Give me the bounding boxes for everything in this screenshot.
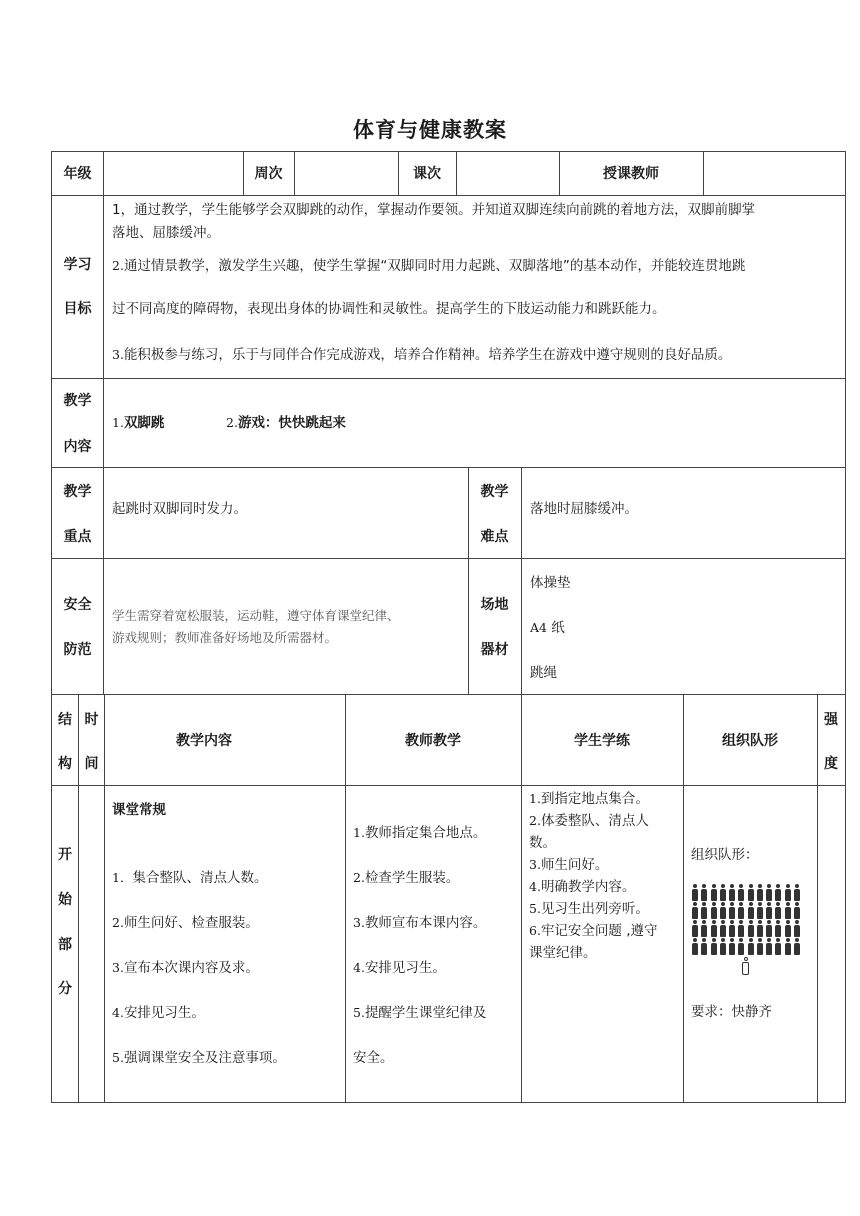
content-list-item: 3.宣布本次课内容及求。 bbox=[112, 960, 259, 976]
content-item-2 bbox=[226, 412, 346, 434]
student-figure-icon bbox=[692, 884, 698, 901]
objective-2-line-1 bbox=[112, 255, 745, 277]
teacher-column-header: 教师教学 bbox=[405, 733, 461, 749]
student-figure-icon bbox=[692, 902, 698, 919]
teacher-label: 授课教师 bbox=[603, 166, 659, 182]
objective-3-text: 能积极参与练习，乐于与同伴合作完成游戏，培养合作精神。培养学生在游戏中遵守规则的良好品质。 bbox=[123, 347, 732, 363]
student-figure-icon bbox=[720, 938, 726, 955]
student-list-line: 6.牢记安全问题 ,遵守 bbox=[529, 923, 658, 939]
student-figure-icon bbox=[766, 884, 772, 901]
student-figure-icon bbox=[738, 902, 744, 919]
student-figure-icon bbox=[711, 920, 717, 937]
key-points-text: 起跳时双脚同时发力。 bbox=[112, 501, 247, 517]
student-list-line: 2.体委整队、清点人 bbox=[529, 813, 649, 829]
student-list-line: 4.明确教学内容。 bbox=[529, 879, 636, 895]
student-figure-icon bbox=[711, 938, 717, 955]
intensity-header-2: 度 bbox=[824, 756, 838, 772]
formation-row bbox=[692, 884, 800, 902]
student-figure-icon bbox=[729, 938, 735, 955]
formation-requirement: 要求：快静齐 bbox=[691, 1004, 772, 1020]
teacher-figure-icon bbox=[742, 957, 749, 975]
content-list-item: 1．集合整队、清点人数。 bbox=[112, 870, 268, 886]
objective-3 bbox=[112, 344, 731, 366]
student-list-line: 课堂纪律。 bbox=[529, 945, 597, 961]
safety-label-1: 安全 bbox=[63, 597, 92, 613]
student-figure-icon bbox=[766, 938, 772, 955]
key-points-label-1: 教学 bbox=[63, 484, 92, 500]
content-label-1: 教学 bbox=[63, 393, 92, 409]
page-title: 体育与健康教案 bbox=[353, 118, 507, 142]
equipment-label-2: 器材 bbox=[480, 642, 509, 658]
objective-2-number: 2. bbox=[112, 258, 124, 273]
structure-header-2: 构 bbox=[58, 756, 72, 772]
student-figure-icon bbox=[711, 902, 717, 919]
teacher-list-item: 3.教师宣布本课内容。 bbox=[353, 915, 487, 931]
lesson-label: 课次 bbox=[413, 166, 441, 182]
formation-row bbox=[692, 938, 800, 956]
content-list-item: 5.强调课堂安全及注意事项。 bbox=[112, 1050, 286, 1066]
student-figure-icon bbox=[748, 884, 754, 901]
student-figure-icon bbox=[729, 902, 735, 919]
teacher-list-item: 5.提醒学生课堂纪律及 bbox=[353, 1005, 487, 1021]
opening-label-char: 开 bbox=[58, 847, 72, 863]
content-item-1-text: 双脚跳 bbox=[123, 415, 165, 431]
content-list-item: 4.安排见习生。 bbox=[112, 1005, 205, 1021]
time-header-1: 时 bbox=[84, 712, 99, 728]
student-figure-icon bbox=[766, 920, 772, 937]
opening-label-char: 始 bbox=[58, 892, 72, 908]
content-item-2-number: 2. bbox=[226, 415, 238, 430]
student-figure-icon bbox=[729, 920, 735, 937]
grade-label: 年级 bbox=[63, 166, 92, 182]
student-figure-icon bbox=[785, 902, 791, 919]
student-figure-icon bbox=[701, 920, 707, 937]
student-list bbox=[529, 788, 658, 964]
student-figure-icon bbox=[757, 938, 763, 955]
safety-text-line-2: 游戏规则；教师准备好场地及所需器材。 bbox=[112, 630, 338, 645]
student-figure-icon bbox=[748, 902, 754, 919]
opening-label-char: 部 bbox=[58, 937, 72, 953]
objectives-label-1: 学习 bbox=[63, 257, 92, 273]
student-figure-icon bbox=[720, 920, 726, 937]
student-figure-icon bbox=[757, 920, 763, 937]
student-figure-icon bbox=[785, 938, 791, 955]
safety-label-2: 防范 bbox=[63, 642, 92, 658]
student-figure-icon bbox=[775, 902, 781, 919]
formation-column-header: 组织队形 bbox=[722, 733, 778, 749]
time-header-2: 间 bbox=[84, 756, 99, 772]
objectives-label-2: 目标 bbox=[63, 301, 92, 317]
student-figure-icon bbox=[757, 884, 763, 901]
objective-1-line-1: 1，通过教学，学生能够学会双脚跳的动作，掌握动作要领。并知道双脚连续向前跳的着地方法，双脚前脚掌 bbox=[112, 202, 756, 218]
equipment-item-2-text: 纸 bbox=[551, 620, 565, 636]
safety-text-line-1: 学生需穿着宽松服装，运动鞋，遵守体育课堂纪律、 bbox=[112, 608, 400, 623]
student-figure-icon bbox=[794, 884, 800, 901]
student-column-header: 学生学练 bbox=[574, 733, 630, 749]
objective-1-line-2: 落地、屈膝缓冲。 bbox=[112, 225, 220, 241]
teacher-list-item: 4.安排见习生。 bbox=[353, 960, 446, 976]
objective-3-number: 3. bbox=[112, 347, 124, 362]
student-figure-icon bbox=[738, 920, 744, 937]
routine-title: 课堂常规 bbox=[112, 802, 166, 818]
student-figure-icon bbox=[701, 884, 707, 901]
student-figure-icon bbox=[748, 920, 754, 937]
objective-2-line-2: 过不同高度的障碍物，表现出身体的协调性和灵敏性。提高学生的下肢运动能力和跳跃能力。 bbox=[112, 301, 666, 317]
student-figure-icon bbox=[692, 938, 698, 955]
difficulty-label-1: 教学 bbox=[480, 484, 509, 500]
student-figure-icon bbox=[720, 884, 726, 901]
week-label: 周次 bbox=[254, 166, 283, 182]
equipment-label-1: 场地 bbox=[480, 597, 509, 613]
formation-row bbox=[692, 920, 800, 938]
student-figure-icon bbox=[757, 902, 763, 919]
student-figure-icon bbox=[785, 884, 791, 901]
difficulty-label-2: 难点 bbox=[480, 529, 509, 545]
student-list-line: 数。 bbox=[529, 835, 556, 851]
student-list-line: 3.师生问好。 bbox=[529, 857, 609, 873]
objective-2-text: 通过情景教学，激发学生兴趣，使学生掌握“双脚同时用力起跳、双脚落地”的基本动作，并能较连贯地跳 bbox=[123, 258, 746, 274]
equipment-item-2-code: A4 bbox=[530, 620, 547, 635]
opening-label-char: 分 bbox=[58, 981, 72, 997]
key-points-label-2: 重点 bbox=[63, 529, 92, 545]
student-figure-icon bbox=[729, 884, 735, 901]
teacher-list-item: 1.教师指定集合地点。 bbox=[353, 825, 487, 841]
difficulty-text: 落地时屈膝缓冲。 bbox=[530, 501, 638, 517]
student-list-line: 1.到指定地点集合。 bbox=[529, 791, 649, 807]
student-figure-icon bbox=[775, 938, 781, 955]
intensity-header-1: 强 bbox=[824, 712, 838, 728]
student-figure-icon bbox=[692, 920, 698, 937]
student-formation-grid bbox=[692, 884, 800, 956]
student-figure-icon bbox=[720, 902, 726, 919]
content-item-2-text: 游戏：快快跳起来 bbox=[237, 415, 346, 431]
formation-row bbox=[692, 902, 800, 920]
equipment-item-1: 体操垫 bbox=[530, 575, 571, 591]
teacher-list-item: 2.检查学生服装。 bbox=[353, 870, 460, 886]
student-figure-icon bbox=[794, 938, 800, 955]
student-figure-icon bbox=[748, 938, 754, 955]
content-label-2: 内容 bbox=[63, 439, 92, 455]
student-list-line: 5.见习生出列旁听。 bbox=[529, 901, 649, 917]
content-item-1-number: 1. bbox=[112, 415, 124, 430]
student-figure-icon bbox=[794, 902, 800, 919]
teacher-list-tail: 安全。 bbox=[353, 1050, 394, 1066]
student-figure-icon bbox=[785, 920, 791, 937]
student-figure-icon bbox=[701, 938, 707, 955]
student-figure-icon bbox=[701, 902, 707, 919]
student-figure-icon bbox=[775, 884, 781, 901]
structure-header-1: 结 bbox=[58, 712, 72, 728]
student-figure-icon bbox=[794, 920, 800, 937]
student-figure-icon bbox=[738, 938, 744, 955]
content-item-1 bbox=[112, 412, 164, 434]
equipment-item-3: 跳绳 bbox=[530, 665, 557, 681]
student-figure-icon bbox=[711, 884, 717, 901]
content-column-header: 教学内容 bbox=[176, 733, 232, 749]
student-figure-icon bbox=[738, 884, 744, 901]
formation-label: 组织队形： bbox=[691, 847, 759, 863]
student-figure-icon bbox=[766, 902, 772, 919]
content-list-item: 2.师生问好、检查服装。 bbox=[112, 915, 259, 931]
student-figure-icon bbox=[775, 920, 781, 937]
equipment-item-2 bbox=[530, 617, 565, 639]
